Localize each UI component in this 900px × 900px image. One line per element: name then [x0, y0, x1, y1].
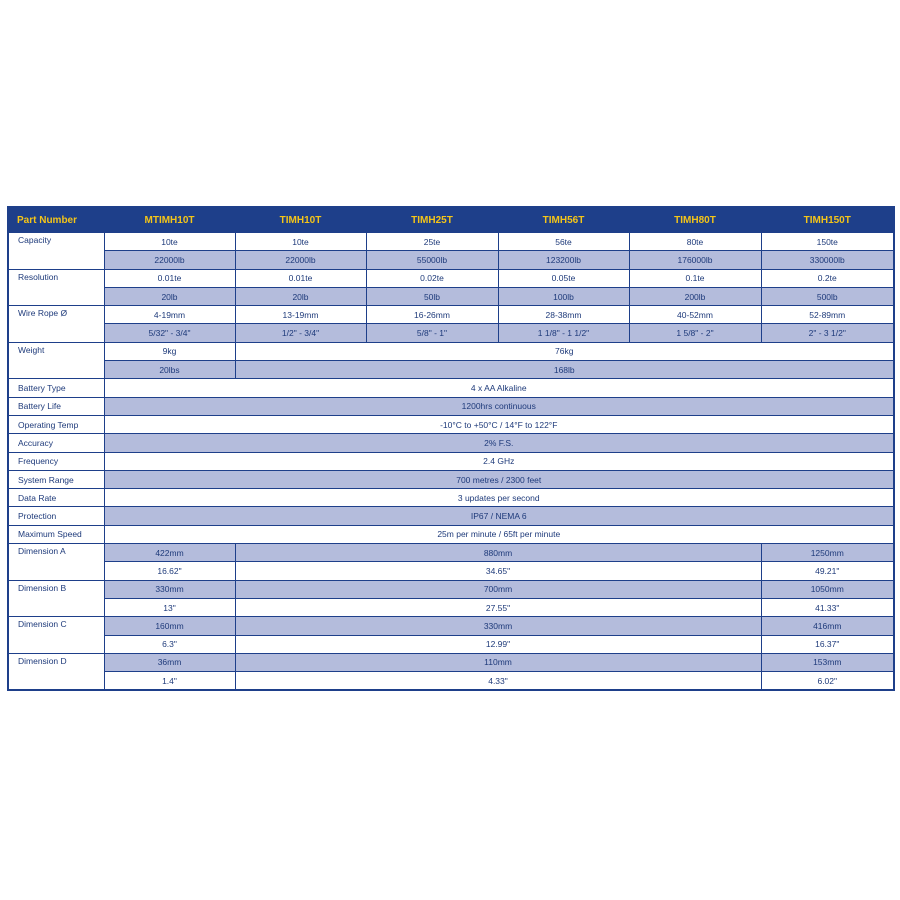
- table-row: [8, 287, 894, 305]
- table-row: [8, 470, 894, 488]
- table-row: [8, 452, 894, 470]
- table-row: [8, 342, 894, 360]
- table-cell: 153mm: [761, 653, 894, 671]
- header-model: MTIMH10T: [104, 207, 235, 233]
- row-label: Dimension B: [8, 580, 104, 617]
- table-cell: 0.01te: [104, 269, 235, 287]
- table-row: [8, 415, 894, 433]
- table-cell: 28-38mm: [498, 306, 629, 324]
- table-cell: 22000lb: [104, 251, 235, 269]
- table-row: [8, 324, 894, 342]
- table-cell: 100lb: [498, 287, 629, 305]
- row-label: System Range: [8, 470, 104, 488]
- table-cell: 0.05te: [498, 269, 629, 287]
- table-cell: 16-26mm: [366, 306, 498, 324]
- table-row: [8, 653, 894, 671]
- table-cell: 20lb: [104, 287, 235, 305]
- table-cell: 22000lb: [235, 251, 366, 269]
- table-row: [8, 598, 894, 616]
- table-cell: 34.65": [235, 562, 761, 580]
- header-model: TIMH25T: [366, 207, 498, 233]
- table-cell: 36mm: [104, 653, 235, 671]
- table-cell: 4-19mm: [104, 306, 235, 324]
- table-cell: 56te: [498, 233, 629, 251]
- row-label: Resolution: [8, 269, 104, 306]
- row-label: Maximum Speed: [8, 525, 104, 543]
- table-cell: 0.1te: [629, 269, 761, 287]
- table-cell: 1050mm: [761, 580, 894, 598]
- table-row: [8, 617, 894, 635]
- table-cell: IP67 / NEMA 6: [104, 507, 894, 525]
- table-cell: 6.02": [761, 672, 894, 691]
- table-cell: 0.01te: [235, 269, 366, 287]
- table-cell: 700mm: [235, 580, 761, 598]
- table-cell: 110mm: [235, 653, 761, 671]
- table-row: [8, 489, 894, 507]
- table-cell: 41.33": [761, 598, 894, 616]
- header-part-number: Part Number: [8, 207, 104, 233]
- row-label: Battery Type: [8, 379, 104, 397]
- table-cell: 700 metres / 2300 feet: [104, 470, 894, 488]
- table-row: [8, 672, 894, 691]
- table-cell: 5/8" - 1": [366, 324, 498, 342]
- table-row: [8, 525, 894, 543]
- table-row: [8, 580, 894, 598]
- row-label: Wire Rope Ø: [8, 306, 104, 343]
- header-row: [8, 207, 894, 233]
- table-cell: 13-19mm: [235, 306, 366, 324]
- table-row: [8, 507, 894, 525]
- table-cell: 416mm: [761, 617, 894, 635]
- table-cell: 0.02te: [366, 269, 498, 287]
- table-row: [8, 635, 894, 653]
- table-cell: 4 x AA Alkaline: [104, 379, 894, 397]
- table-row: [8, 434, 894, 452]
- table-cell: 20lbs: [104, 361, 235, 379]
- table-cell: 10te: [235, 233, 366, 251]
- table-cell: 0.2te: [761, 269, 894, 287]
- table-row: [8, 306, 894, 324]
- table-cell: 1250mm: [761, 544, 894, 562]
- row-label: Dimension D: [8, 653, 104, 690]
- row-label: Frequency: [8, 452, 104, 470]
- table-cell: 13": [104, 598, 235, 616]
- table-cell: 6.3": [104, 635, 235, 653]
- table-cell: 1200hrs continuous: [104, 397, 894, 415]
- table-cell: 1 1/8" - 1 1/2": [498, 324, 629, 342]
- table-cell: 49.21": [761, 562, 894, 580]
- table-cell: 25m per minute / 65ft per minute: [104, 525, 894, 543]
- row-label: Dimension A: [8, 544, 104, 581]
- row-label: Accuracy: [8, 434, 104, 452]
- row-label: Protection: [8, 507, 104, 525]
- table-cell: 168lb: [235, 361, 894, 379]
- table-cell: 80te: [629, 233, 761, 251]
- row-label: Capacity: [8, 233, 104, 270]
- row-label: Data Rate: [8, 489, 104, 507]
- table-row: [8, 397, 894, 415]
- table-cell: 4.33": [235, 672, 761, 691]
- table-cell: 40-52mm: [629, 306, 761, 324]
- table-row: [8, 379, 894, 397]
- row-label: Battery Life: [8, 397, 104, 415]
- table-cell: 2.4 GHz: [104, 452, 894, 470]
- table-cell: 9kg: [104, 342, 235, 360]
- table-cell: 330mm: [235, 617, 761, 635]
- table-cell: 10te: [104, 233, 235, 251]
- row-label: Dimension C: [8, 617, 104, 654]
- table-cell: 16.62": [104, 562, 235, 580]
- table-cell: 330000lb: [761, 251, 894, 269]
- table-cell: -10°C to +50°C / 14°F to 122°F: [104, 415, 894, 433]
- table-cell: 50lb: [366, 287, 498, 305]
- spec-table: [7, 206, 895, 691]
- table-cell: 123200lb: [498, 251, 629, 269]
- table-cell: 3 updates per second: [104, 489, 894, 507]
- row-label: Operating Temp: [8, 415, 104, 433]
- table-row: [8, 251, 894, 269]
- table-row: [8, 361, 894, 379]
- table-cell: 27.55": [235, 598, 761, 616]
- table-cell: 1.4": [104, 672, 235, 691]
- header-model: TIMH80T: [629, 207, 761, 233]
- table-cell: 16.37": [761, 635, 894, 653]
- table-cell: 200lb: [629, 287, 761, 305]
- table-row: [8, 233, 894, 251]
- table-cell: 330mm: [104, 580, 235, 598]
- table-cell: 422mm: [104, 544, 235, 562]
- spec-body: [8, 233, 894, 691]
- table-cell: 500lb: [761, 287, 894, 305]
- table-cell: 55000lb: [366, 251, 498, 269]
- table-cell: 2" - 3 1/2": [761, 324, 894, 342]
- table-row: [8, 269, 894, 287]
- table-cell: 150te: [761, 233, 894, 251]
- table-row: [8, 562, 894, 580]
- header-model: TIMH10T: [235, 207, 366, 233]
- table-cell: 1 5/8" - 2": [629, 324, 761, 342]
- table-cell: 20lb: [235, 287, 366, 305]
- table-cell: 2% F.S.: [104, 434, 894, 452]
- table-cell: 76kg: [235, 342, 894, 360]
- header-model: TIMH150T: [761, 207, 894, 233]
- table-cell: 12.99": [235, 635, 761, 653]
- table-cell: 25te: [366, 233, 498, 251]
- table-cell: 160mm: [104, 617, 235, 635]
- table-cell: 1/2" - 3/4": [235, 324, 366, 342]
- table-row: [8, 544, 894, 562]
- table-cell: 52-89mm: [761, 306, 894, 324]
- table-cell: 176000lb: [629, 251, 761, 269]
- table-cell: 880mm: [235, 544, 761, 562]
- row-label: Weight: [8, 342, 104, 379]
- table-cell: 5/32" - 3/4": [104, 324, 235, 342]
- header-model: TIMH56T: [498, 207, 629, 233]
